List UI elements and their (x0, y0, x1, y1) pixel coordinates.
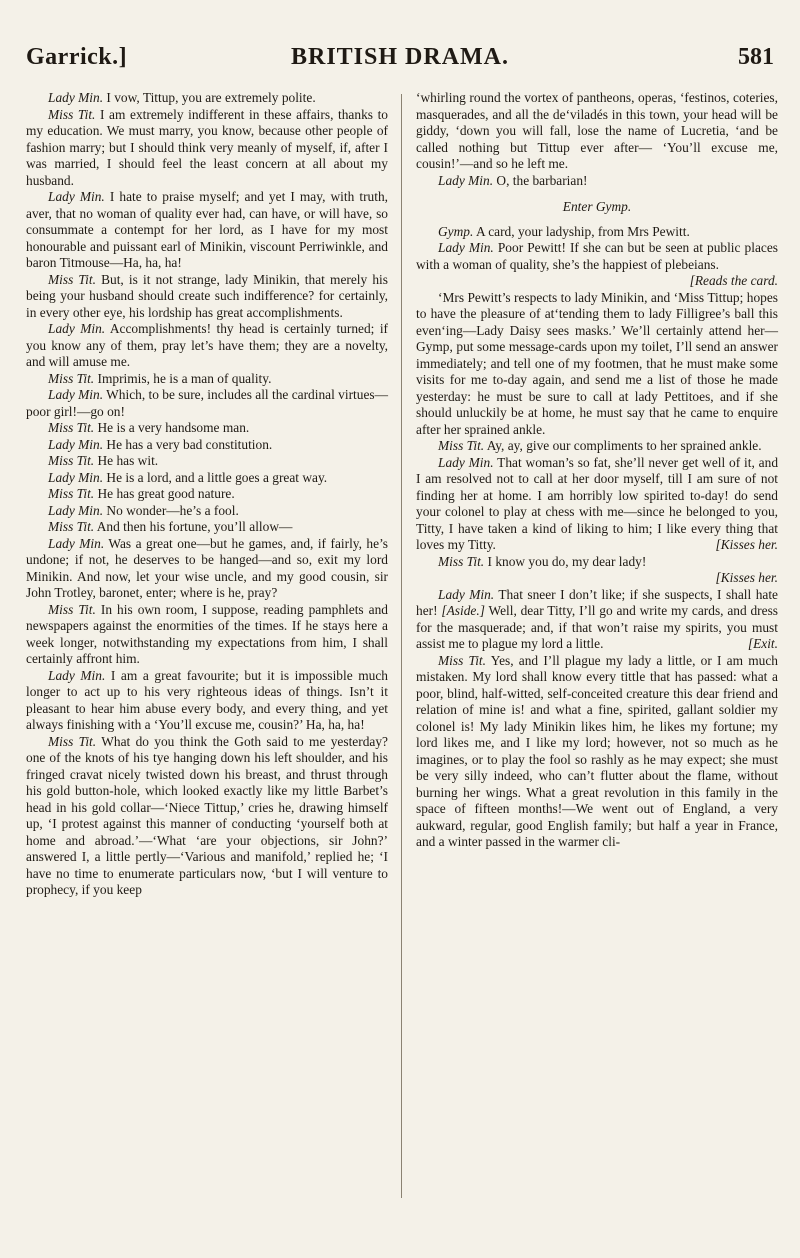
speech-text: Poor Pewitt! If she can but be seen at public places with a woman of quality, she’s the happiest of plebeians. (416, 240, 778, 272)
speaker-name: Miss Tit. (48, 106, 96, 122)
speaker-name: Lady Min. (48, 321, 106, 336)
speech-text: What do you think the Goth said to me yesterday? one of the knots of his tye hanging down his left shoulder, and his fringed cravat nicely twisted down his breast, and thrust through his gold button-hole, which looked exactly like my little Barbet’s head in his gold collar—‘Niece Tittup,’ cries he, drawing himself up, ‘I protest against this manner of conducting ‘yourself both at home and abroad.’—‘What ‘are your objections, sir John?’ answered I, a little pertly—‘Various and manifold,’ replied he; ‘I have no time to enumerate particulars now, ‘but I will venture to prophecy, if you keep (26, 733, 388, 897)
speech-text: I am a great favourite; but it is impossible much longer to act up to his very righteous ideas of things. Isn’t it pleasant to hear him abuse every body, and every thing, and yet always finishing with a ‘You’ll excuse me, cousin?’ Ha, ha, ha! (26, 667, 389, 732)
speaker-name: Lady Min. (438, 240, 494, 255)
speaker-name: Miss Tit. (48, 271, 96, 287)
speaker-name: Lady Min. (48, 387, 104, 402)
speech-text: Ay, ay, give our compliments to her sprained ankle. (486, 438, 762, 453)
speaker-name: Lady Min. (48, 667, 106, 683)
speech-text: O, the barbarian! (496, 172, 588, 188)
speech-text: No wonder—he’s a fool. (106, 502, 239, 518)
speech (416, 554, 778, 571)
speaker-name: Miss Tit. (48, 420, 95, 435)
speech-text: I hate to praise myself; and yet I may, with truth, aver, that no woman of quality ever had, can have, or will have, so consummate a contempt for her lord, as I have for my most honourable and puissant earl of Minikin, viscount Perriwinkle, and baron Titmouse—Ha, ha, ha! (26, 189, 389, 270)
speaker-name: Lady Min. (48, 90, 104, 105)
stage-direction: [Exit. (747, 636, 778, 651)
speech (26, 668, 388, 734)
speaker-name: Miss Tit. (48, 733, 97, 749)
stage-direction: [Kisses her. (715, 537, 778, 552)
speech-text: Accomplishments! thy head is certainly turned; if you know any of them, pray let’s have them; they are a novelty, and will amuse me. (26, 321, 389, 369)
speech-text: I am extremely indifferent in these affairs, thanks to my education. We must marry, you know, because other people of fashion marry; but I should think very meanly of myself, if, after I was married, I should feel the least concern at all about my husband. (26, 106, 388, 188)
speaker-name: Miss Tit. (48, 519, 95, 534)
speech (416, 587, 778, 653)
speaker-name: Lady Min. (48, 189, 105, 204)
left-column (26, 90, 388, 1228)
speech-continuation: ‘whirling round the vortex of pantheons, operas, ‘festinos, coteries, masquerades, and all the de‘viladés in this town, your head will be giddy, ‘down you will fall, lose the name of Lucretia, ‘and be called nothing but Tittup ever after— ‘You’ll excuse me, cousin!’—and so he left me. (416, 90, 778, 171)
speech-text: I know you do, my dear lady! (487, 553, 647, 569)
speaker-name: Miss Tit. (48, 486, 95, 501)
stage-direction: [Reads the card. (689, 273, 778, 288)
speech (26, 420, 388, 437)
speech-text: Well, dear Titty, I’ll go and write my cards, and dress for the masquerade; and, if that won’t raise my spirits, you must assist me to plague my lord a little. (416, 603, 778, 651)
speech-text: He has a very bad constitution. (106, 436, 273, 452)
speaker-name: Miss Tit. (438, 652, 487, 668)
speech (26, 503, 388, 520)
page-header (26, 44, 774, 84)
speech (416, 438, 778, 455)
speech-text: That sneer I don’t like; if she suspects, I shall hate her! (416, 586, 779, 618)
speech (26, 321, 388, 371)
column-divider (401, 94, 402, 1198)
speech (416, 240, 778, 273)
speaker-name: Lady Min. (438, 586, 495, 602)
speech (26, 272, 388, 322)
speaker-name: Miss Tit. (438, 553, 485, 569)
speech (26, 371, 388, 388)
speaker-name: Miss Tit. (48, 370, 95, 386)
stage-direction: [Kisses her. (715, 570, 778, 585)
speech-text: A card, your ladyship, from Mrs Pewitt. (475, 223, 690, 239)
speaker-name: Lady Min. (438, 172, 494, 188)
stage-entrance: Enter Gymp. (562, 199, 632, 214)
speaker-name: Lady Min. (48, 469, 104, 485)
speech-text: That woman’s so fat, she’ll never get well of it, and I am resolved not to call at her door myself, till I am sure of not finding her at home. I am horribly low spirited to-day! do send your colonel to play at chess with me—since he belonged to you, Titty, I have taken a kind of liking to him; I like every thing that loves my Titty. (416, 454, 779, 552)
running-head-author: Garrick.] (26, 44, 128, 70)
speech-text: But, is it not strange, lady Minikin, that merely his being your husband should create such indifference? for certainly, in every other eye, his lordship has great accomplishments. (26, 271, 388, 320)
speech-text: He has great good nature. (97, 486, 235, 501)
speech (416, 173, 778, 190)
speech-text: He has wit. (97, 453, 159, 468)
speech-text: And then his fortune, you’ll allow— (96, 519, 293, 534)
card-text: ‘Mrs Pewitt’s respects to lady Minikin, and ‘Miss Tittup; hopes to have the pleasure of at‘tending them to lady Filligree’s ball this even‘ing—Lady Daisy sees masks.’ We’ll certainly attend her—Gymp, put some message-cards upon my toilet, I’ll send an answer immediately; and tell one of my footmen, that he must make some visits for me to-day again, and send me a list of those he made yesterday: he must be sure to call at lady Pettitoes, and if she should unluckily be at home, he must say that he came to enquire after her sprained ankle. (416, 289, 778, 437)
speech (26, 470, 388, 487)
aside-direction: [Aside.] (441, 603, 485, 618)
speech (416, 224, 778, 241)
page-number: 581 (738, 44, 774, 70)
speech-text: He is a lord, and a little goes a great way. (106, 469, 328, 485)
speech (26, 90, 388, 107)
speech-text: Imprimis, he is a man of quality. (97, 370, 272, 386)
speech (26, 486, 388, 503)
speech-text: I vow, Tittup, you are extremely polite. (106, 90, 316, 105)
speech (26, 387, 388, 420)
speech (26, 437, 388, 454)
speech (26, 189, 388, 272)
speaker-name: Miss Tit. (438, 438, 485, 453)
speaker-name: Gymp. (438, 223, 474, 239)
speech (416, 455, 778, 554)
speech-text: Yes, and I’ll plague my lady a little, or I am much mistaken. My lord shall know every tittle that has passed: what a poor, blind, half-witted, self-conceited creature this dear friend and relation of mine is! and what a fine, spirited, gallant soldier my colonel is! My lady Minikin likes him, he likes my fortune; my lord likes me, and I like my lord; however, not so much as he imagines, or to play the fool so rashly as he may expect; she must be very silly indeed, who can’t flutter about the flame, without burning her wings. What a great revolution in this family in the space of fifteen months!—We went out of England, a very aukward, regular, good English family; but half a year in France, and a winter passed in the warmer cli- (416, 652, 778, 849)
speech-text: He is a very handsome man. (97, 420, 250, 435)
right-column (416, 90, 778, 1228)
speech (26, 536, 388, 602)
speech (26, 602, 388, 668)
speaker-name: Lady Min. (438, 454, 494, 470)
speaker-name: Miss Tit. (48, 601, 96, 617)
speech-text: Was a great one—but he games, and, if fairly, he’s undone; if not, he deserves to be hanged—and so, exit my lord Minikin. And now, let your wise uncle, and my good cousin, sir John Trotley, baronet, enter; where is he, pray? (26, 535, 388, 600)
speaker-name: Miss Tit. (48, 453, 95, 468)
speech (416, 653, 778, 851)
speech (26, 519, 388, 536)
speaker-name: Lady Min. (48, 535, 105, 551)
speaker-name: Lady Min. (48, 502, 104, 518)
speech-text: In his own room, I suppose, reading pamphlets and newspapers against the enormities of the times. If he stays here a week longer, notwithstanding my expectations from him, I shall certainly affront him. (26, 601, 388, 666)
running-head-title: BRITISH DRAMA. (290, 44, 510, 70)
speech (26, 107, 388, 190)
speaker-name: Lady Min. (48, 436, 104, 452)
speech-text: Which, to be sure, includes all the cardinal virtues—poor girl!—go on! (26, 387, 389, 419)
speech (26, 734, 388, 899)
speech (26, 453, 388, 470)
